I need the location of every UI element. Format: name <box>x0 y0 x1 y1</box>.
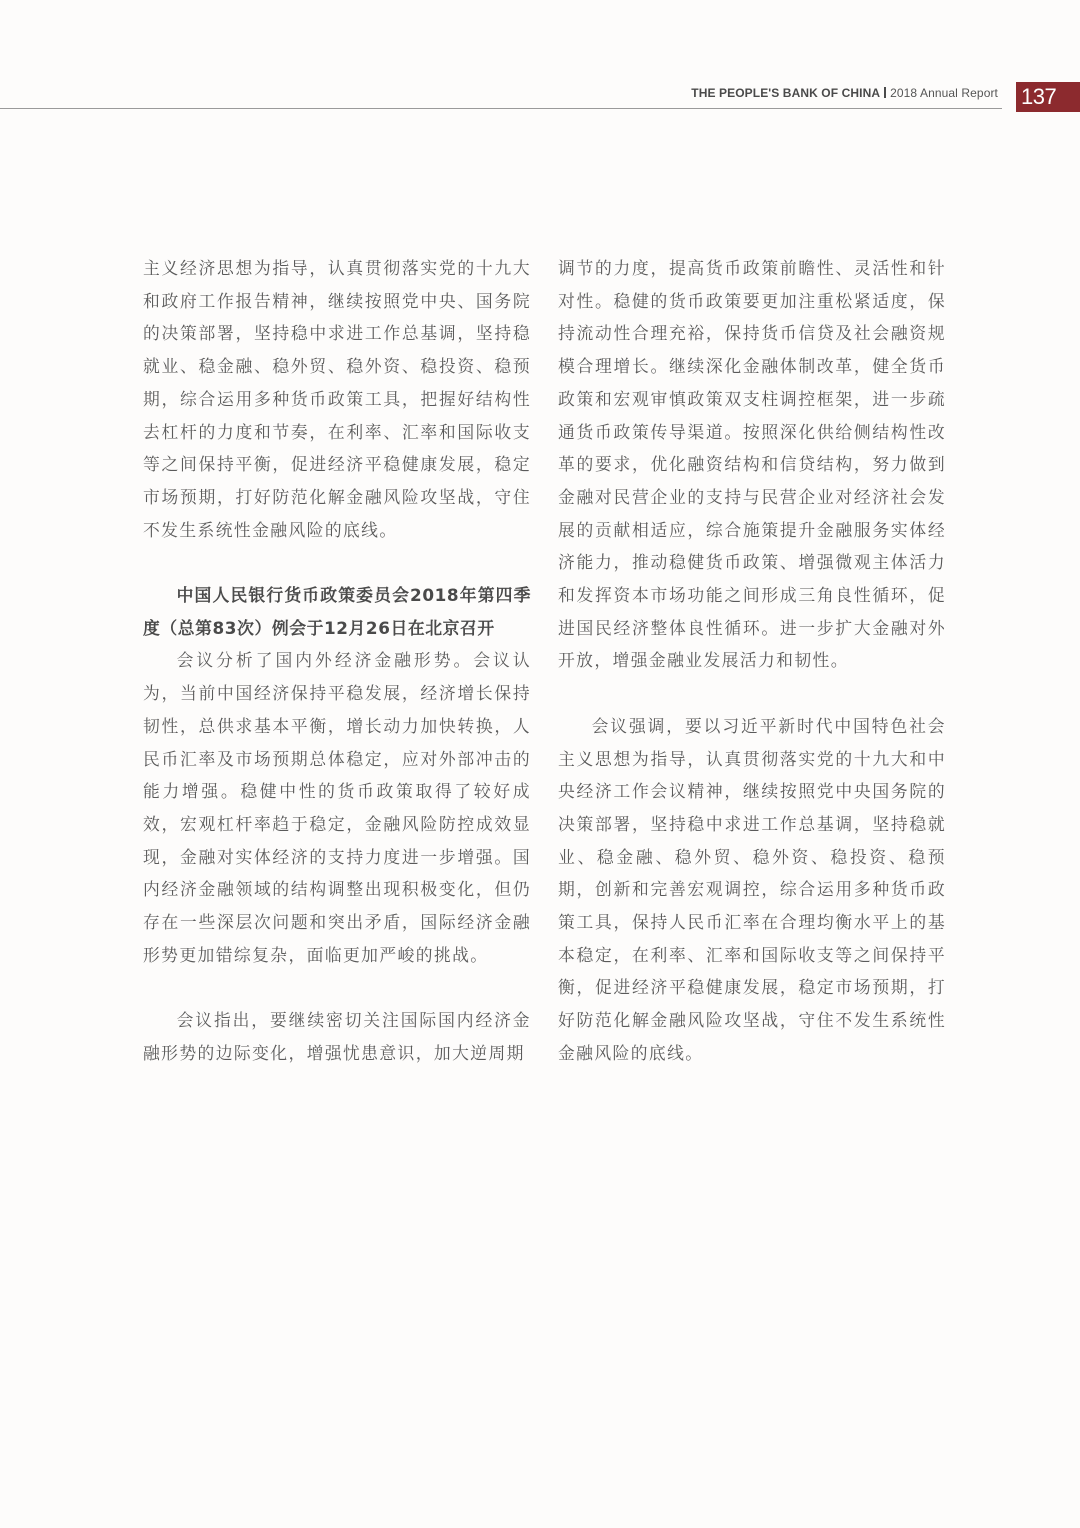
left-paragraph-2: 会议分析了国内外经济金融形势。会议认为，当前中国经济保持平稳发展，经济增长保持韧性，总供求基本平衡，增长动力加快转换，人民币汇率及市场预期总体稳定，应对外部冲击的能力增强。稳健中性的货币政策取得了较好成效，宏观杠杆率趋于稳定，金融风险防控成效显现，金融对实体经济的支持力度进一步增强。国内经济金融领域的结构调整出现积极变化，但仍存在一些深层次问题和突出矛盾，国际经济金融形势更加错综复杂，面临更加严峻的挑战。 <box>143 650 531 965</box>
running-header <box>691 86 998 100</box>
page-number: 137 <box>1016 82 1080 112</box>
paragraph-gap <box>558 677 946 710</box>
right-paragraph-1: 调节的力度，提高货币政策前瞻性、灵活性和针对性。稳健的货币政策要更加注重松紧适度，保持流动性合理充裕，保持货币信贷及社会融资规模合理增长。继续深化金融体制改革，健全货币政策和宏观审慎政策双支柱调控框架，进一步疏通货币政策传导渠道。按照深化供给侧结构性改革的要求，优化融资结构和信贷结构，努力做到金融对民营企业的支持与民营企业对经济社会发展的贡献相适应，综合施策提升金融服务实体经济能力，推动稳健货币政策、增强微观主体活力和发挥资本市场功能之间形成三角良性循环，促进国民经济整体良性循环。进一步扩大金融对外开放，增强金融业发展活力和韧性。 <box>558 258 946 671</box>
left-paragraph-1: 主义经济思想为指导，认真贯彻落实党的十九大和政府工作报告精神，继续按照党中央、国务院的决策部署，坚持稳中求进工作总基调，坚持稳就业、稳金融、稳外贸、稳外资、稳投资、稳预期，综合运用多种货币政策工具，把握好结构性去杠杆的力度和节奏，在利率、汇率和国际收支等之间保持平衡，促进经济平稳健康发展，稳定市场预期，打好防范化解金融风险攻坚战，守住不发生系统性金融风险的底线。 <box>143 258 531 540</box>
left-column <box>143 252 531 1070</box>
left-paragraph-3: 会议指出，要继续密切关注国际国内经济金融形势的边际变化，增强忧患意识，加大逆周期 <box>143 1010 531 1063</box>
right-paragraph-2: 会议强调，要以习近平新时代中国特色社会主义思想为指导，认真贯彻落实党的十九大和中央经济工作会议精神，继续按照党中央国务院的决策部署，坚持稳中求进工作总基调，坚持稳就业、稳金融、稳外贸、稳外资、稳投资、稳预期，创新和完善宏观调控，综合运用多种货币政策工具，保持人民币汇率在合理均衡水平上的基本稳定，在利率、汇率和国际收支等之间保持平衡，促进经济平稳健康发展，稳定市场预期，打好防范化解金融风险攻坚战，守住不发生系统性金融风险的底线。 <box>558 715 946 1063</box>
header-separator <box>884 87 886 98</box>
header-organization: THE PEOPLE'S BANK OF CHINA <box>691 86 881 100</box>
header-report-title: 2018 Annual Report <box>890 86 998 100</box>
header-rule <box>0 108 1002 109</box>
paragraph-gap <box>143 971 531 1004</box>
paragraph-gap <box>143 546 531 579</box>
right-column <box>558 252 946 1070</box>
section-heading: 中国人民银行货币政策委员会2018年第四季度（总第83次）例会于12月26日在北京召开 <box>143 585 531 638</box>
